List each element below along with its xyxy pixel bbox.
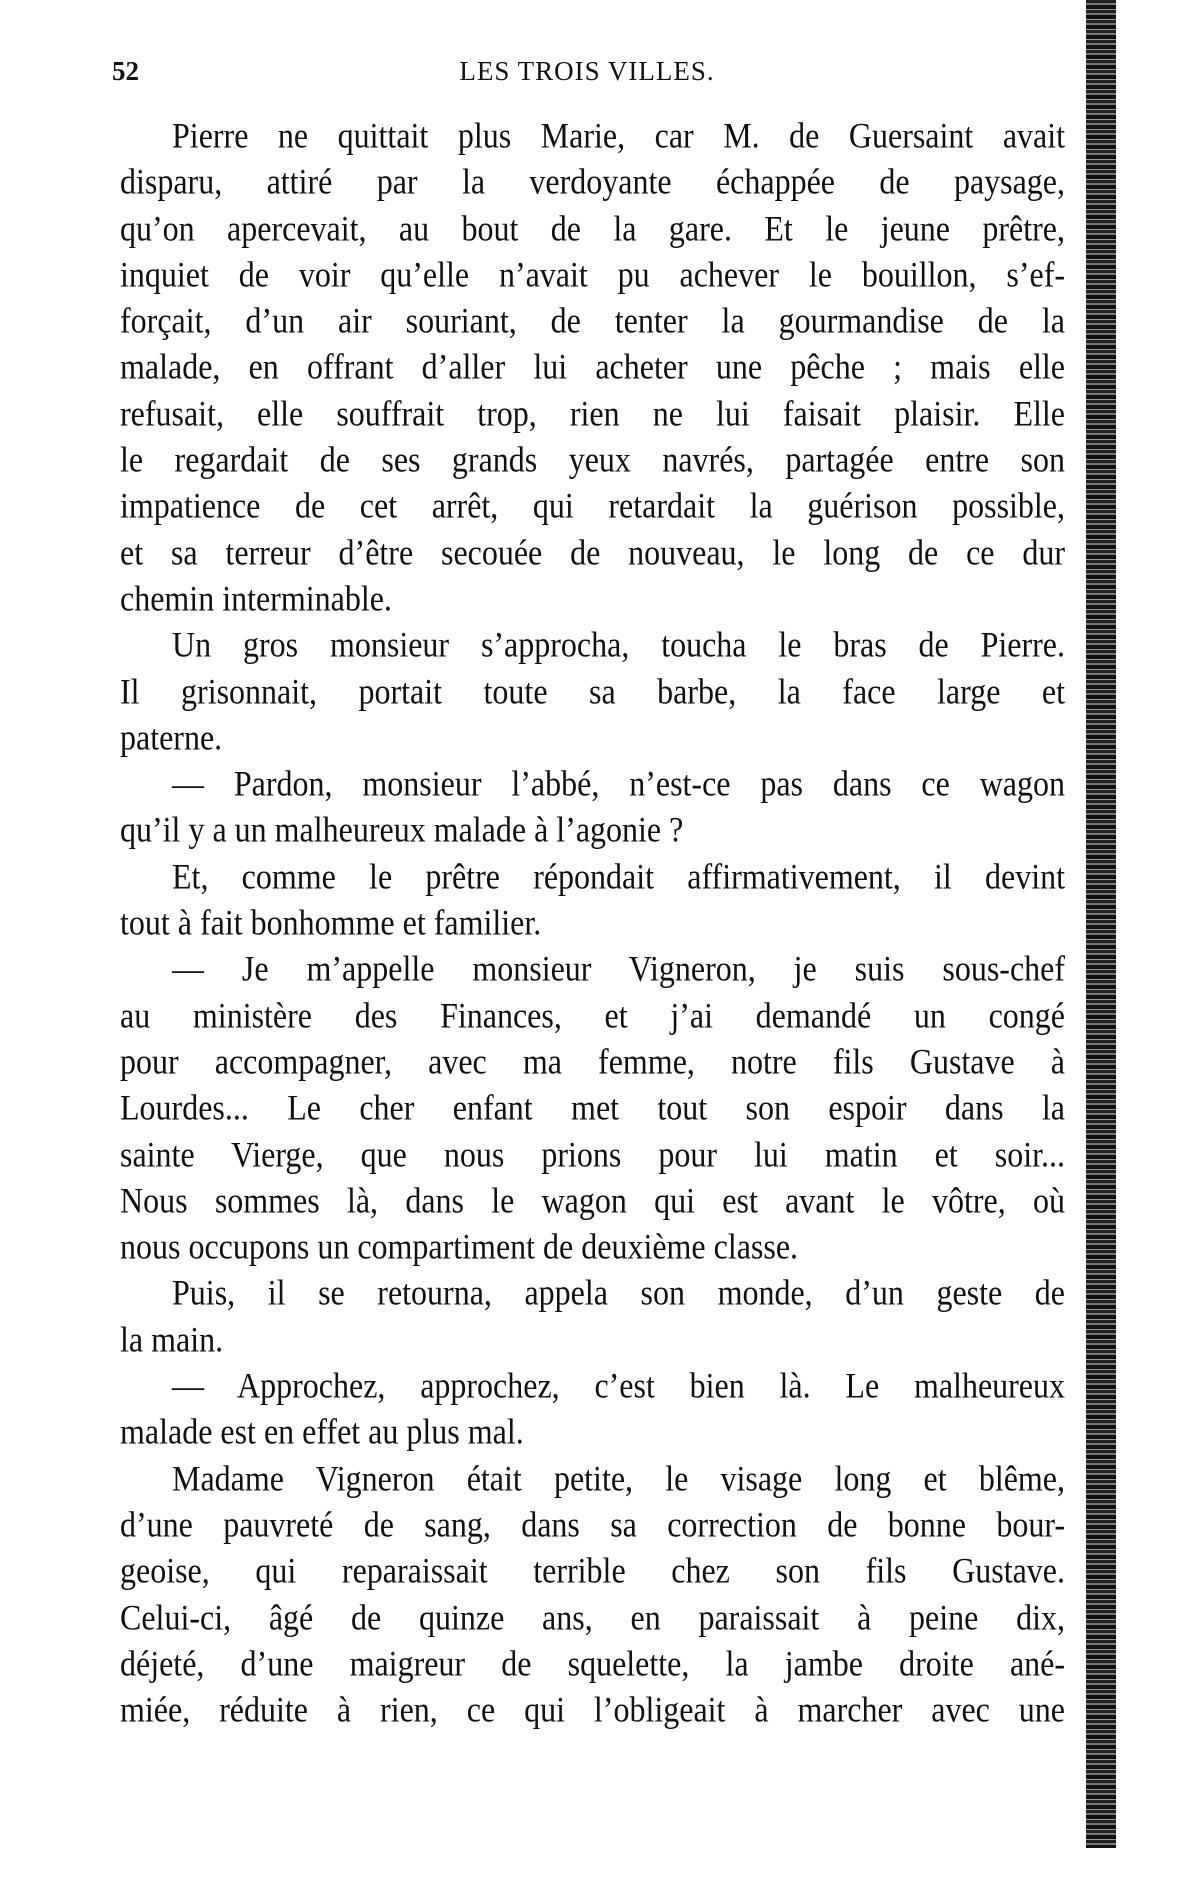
text-line: Madame Vigneron était petite, le visage long et blême, <box>172 1457 1065 1498</box>
scan-binding-edge <box>1086 0 1116 1848</box>
text-line: Pierre ne quittait plus Marie, car M. de Guersaint avait <box>172 114 1065 156</box>
text-line: impatience de cet arrêt, qui retardait la guérison possible, <box>120 485 1065 526</box>
text-line: déjeté, d’une maigreur de squelette, la jambe droite ané- <box>120 1642 1065 1683</box>
text-line: — Je m’appelle monsieur Vigneron, je suis sous-chef <box>172 948 1065 989</box>
text-line: disparu, attiré par la verdoyante échappée de paysage, <box>120 161 1065 202</box>
text-line: Lourdes... Le cher enfant met tout son espoir dans la <box>120 1087 1065 1128</box>
text-line: malade, en offrant d’aller lui acheter une pêche ; mais elle <box>120 346 1065 387</box>
text-line: Et, comme le prêtre répondait affirmativement, il devint <box>172 855 1065 896</box>
text-line: sainte Vierge, que nous prions pour lui matin et soir... <box>120 1133 1065 1174</box>
text-line: Nous sommes là, dans le wagon qui est avant le vôtre, où <box>120 1179 1065 1220</box>
text-line: la main. <box>120 1318 224 1359</box>
text-line: nous occupons un compartiment de deuxième classe. <box>120 1225 799 1267</box>
text-line: et sa terreur d’être secouée de nouveau, le long de ce dur <box>120 531 1065 572</box>
page-number: 52 <box>112 56 139 86</box>
text-line: miée, réduite à rien, ce qui l’obligeait à marcher avec une <box>120 1688 1065 1730</box>
running-header <box>112 56 1062 96</box>
text-line: geoise, qui reparaissait terrible chez son fils Gustave. <box>120 1550 1065 1591</box>
text-line: chemin interminable. <box>120 577 392 619</box>
text-line: d’une pauvreté de sang, dans sa correction de bonne bour- <box>120 1503 1065 1545</box>
text-line: paterne. <box>120 716 223 758</box>
page-body-text <box>120 112 1065 1732</box>
text-line: — Pardon, monsieur l’abbé, n’est-ce pas dans ce wagon <box>172 762 1065 804</box>
text-line: qu’il y a un malheureux malade à l’agonie ? <box>120 809 684 850</box>
text-line: Celui-ci, âgé de quinze ans, en paraissait à peine dix, <box>120 1596 1065 1637</box>
running-title: LES TROIS VILLES. <box>459 56 715 86</box>
text-line: Il grisonnait, portait toute sa barbe, la face large et <box>120 670 1065 711</box>
text-line: tout à fait bonhomme et familier. <box>120 901 542 943</box>
text-line: pour accompagner, avec ma femme, notre fils Gustave à <box>120 1040 1065 1082</box>
text-line: Un gros monsieur s’approcha, toucha le bras de Pierre. <box>172 624 1065 665</box>
text-line: refusait, elle souffrait trop, rien ne lui faisait plaisir. Elle <box>120 392 1065 433</box>
text-line: forçait, d’un air souriant, de tenter la gourmandise de la <box>120 300 1065 341</box>
text-line: qu’on apercevait, au bout de la gare. Et le jeune prêtre, <box>120 207 1065 248</box>
text-line: inquiet de voir qu’elle n’avait pu achever le bouillon, s’ef- <box>120 253 1065 295</box>
text-line: — Approchez, approchez, c’est bien là. Le malheureux <box>172 1364 1065 1406</box>
text-line: malade est en effet au plus mal. <box>120 1411 524 1452</box>
text-line: au ministère des Finances, et j’ai demandé un congé <box>120 994 1065 1035</box>
text-line: Puis, il se retourna, appela son monde, d’un geste de <box>172 1272 1065 1313</box>
text-line: le regardait de ses grands yeux navrés, partagée entre son <box>120 438 1065 480</box>
